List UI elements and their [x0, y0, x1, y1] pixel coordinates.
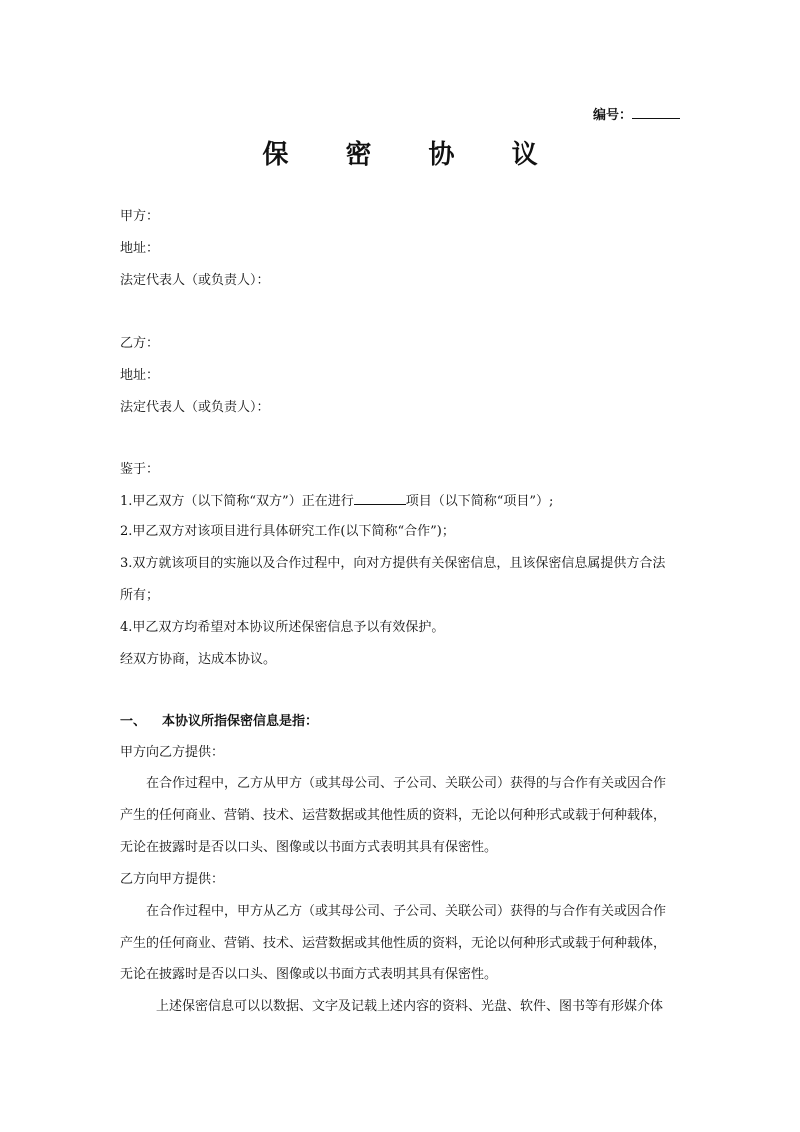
document-title: 保 密 协 议	[262, 140, 562, 170]
party-a-representative: 法定代表人（或负责人）：	[120, 273, 270, 288]
whereas-item-1-pre: 1.甲乙双方（以下简称“双方”）正在进行	[120, 494, 354, 509]
a-to-b-line-2: 产生的任何商业、营销、技术、运营数据或其他性质的资料，无论以何种形式或载于何种载体，	[120, 808, 667, 823]
serial-blank	[632, 106, 680, 119]
media-line: 上述保密信息可以以数据、文字及记载上述内容的资料、光盘、软件、图书等有形媒介体	[156, 999, 664, 1014]
whereas-item-1-post: 项目（以下简称“项目”）;	[405, 494, 554, 509]
whereas-item-3-line-2: 所有；	[120, 588, 160, 603]
party-b-name: 乙方：	[120, 336, 160, 351]
whereas-item-4: 4.甲乙双方均希望对本协议所述保密信息予以有效保护。	[120, 620, 445, 635]
whereas-heading: 鉴于：	[120, 462, 160, 477]
section-1-title: 本协议所指保密信息是指：	[162, 714, 319, 729]
party-b-address: 地址：	[120, 368, 160, 383]
a-to-b-label: 甲方向乙方提供：	[120, 745, 225, 760]
serial-number	[593, 106, 680, 125]
section-1-heading	[120, 713, 318, 731]
whereas-conclusion: 经双方协商，达成本协议。	[120, 652, 277, 667]
b-to-a-line-2: 产生的任何商业、营销、技术、运营数据或其他性质的资料，无论以何种形式或载于何种载体，	[120, 936, 667, 951]
party-b-representative: 法定代表人（或负责人）：	[120, 400, 270, 415]
section-1-number: 一、	[120, 714, 147, 729]
a-to-b-line-3: 无论在披露时是否以口头、图像或以书面方式表明其具有保密性。	[120, 840, 498, 855]
b-to-a-line-1: 在合作过程中，甲方从乙方（或其母公司、子公司、关联公司）获得的与合作有关或因合作	[146, 904, 667, 919]
b-to-a-label: 乙方向甲方提供：	[120, 872, 225, 887]
b-to-a-line-3: 无论在披露时是否以口头、图像或以书面方式表明其具有保密性。	[120, 967, 498, 982]
a-to-b-line-1: 在合作过程中，乙方从甲方（或其母公司、子公司、关联公司）获得的与合作有关或因合作	[146, 776, 667, 791]
whereas-item-1	[120, 492, 553, 511]
whereas-item-3-line-1: 3.双方就该项目的实施以及合作过程中，向对方提供有关保密信息，且该保密信息属提供方合法	[120, 556, 666, 571]
whereas-item-2: 2.甲乙双方对该项目进行具体研究工作(以下简称“合作”)；	[120, 524, 455, 539]
project-name-blank	[354, 492, 406, 505]
serial-label: 编号：	[592, 108, 632, 123]
party-a-name: 甲方：	[120, 209, 160, 224]
party-a-address: 地址：	[120, 241, 160, 256]
